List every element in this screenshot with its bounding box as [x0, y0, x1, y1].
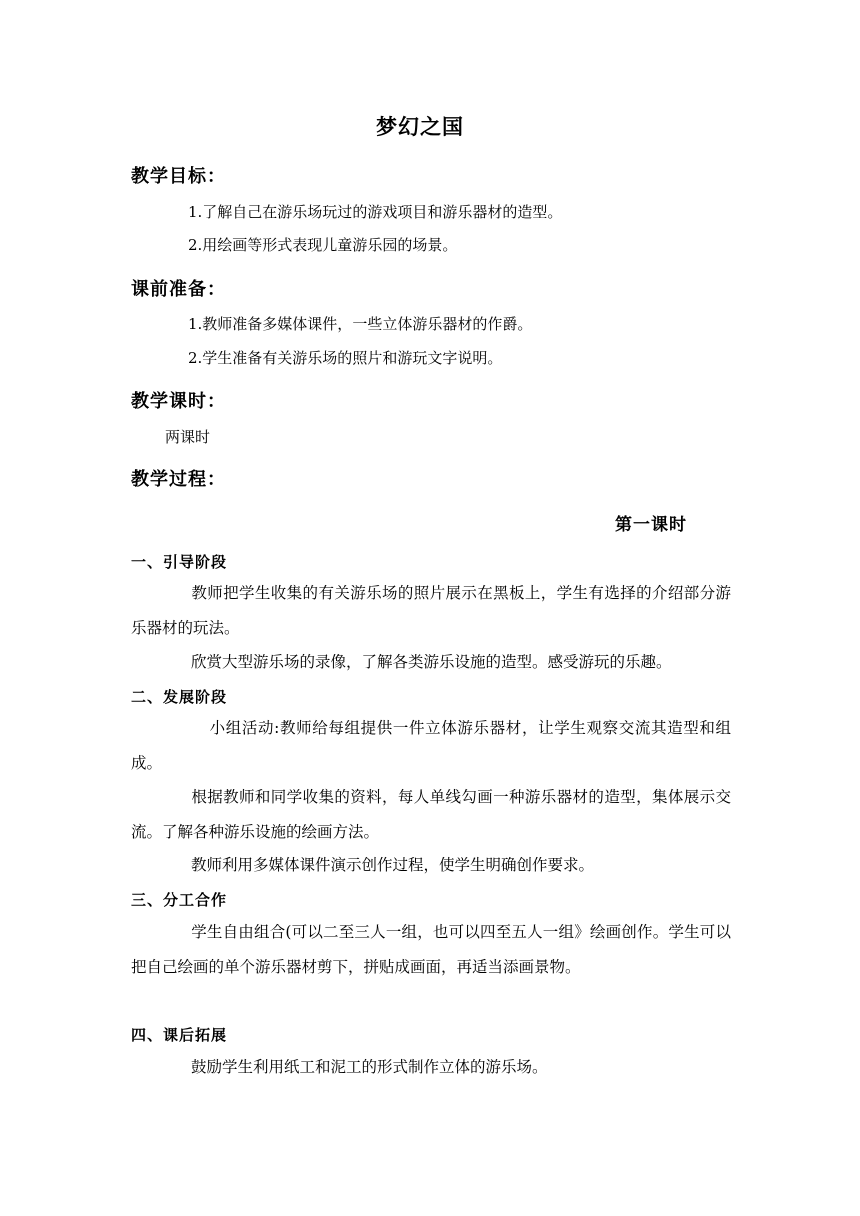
process-heading: 教学过程： — [131, 469, 226, 490]
section-heading-develop: 二、发展阶段 — [131, 688, 228, 706]
class-hours-value: 两课时 — [165, 428, 211, 446]
paragraph — [131, 915, 731, 985]
paragraph-text: 教师利用多媒体课件演示创作过程，使学生明确创作要求。 — [191, 856, 595, 874]
paragraph-text: 教师把学生收集的有关游乐场的照片展示在黑板上，学生有选择的介绍部分游乐器材的玩法。 — [131, 584, 731, 637]
objective-item-1: 1.了解自己在游乐场玩过的游戏项目和游乐器材的造型。 — [188, 203, 563, 221]
paragraph-text: 根据教师和同学收集的资料，每人单线勾画一种游乐器材的造型，集体展示交流。了解各种游乐设施的绘画方法。 — [131, 788, 731, 841]
paragraph-text: 鼓励学生利用纸工和泥工的形式制作立体的游乐场。 — [191, 1058, 548, 1076]
section-heading-extend: 四、课后拓展 — [131, 1026, 228, 1044]
paragraph — [131, 780, 731, 850]
paragraph — [131, 711, 731, 781]
document-title: 梦幻之国 — [376, 115, 464, 139]
paragraph-text: 欣赏大型游乐场的录像，了解各类游乐设施的造型。感受游玩的乐趣。 — [191, 653, 672, 671]
objectives-heading: 教学目标： — [131, 166, 226, 187]
paragraph — [131, 576, 731, 646]
section-heading-guide: 一、引导阶段 — [131, 553, 228, 571]
paragraph-text: 小组活动:教师给每组提供一件立体游乐器材，让学生观察交流其造型和组成。 — [131, 719, 731, 772]
paragraph — [131, 848, 731, 883]
period-label: 第一课时 — [615, 515, 687, 535]
objective-item-2: 2.用绘画等形式表现儿童游乐园的场景。 — [188, 236, 458, 254]
preparation-item-2: 2.学生准备有关游乐场的照片和游玩文字说明。 — [188, 349, 503, 367]
paragraph-text: 学生自由组合(可以二至三人一组，也可以四至五人一组》绘画创作。学生可以把自己绘画的单个游乐器材剪下，拼贴成画面，再适当添画景物。 — [131, 923, 731, 976]
preparation-item-1: 1.教师准备多媒体课件，一些立体游乐器材的作爵。 — [188, 315, 533, 333]
section-heading-cooperate: 三、分工合作 — [131, 891, 228, 909]
paragraph — [131, 1050, 731, 1085]
preparation-heading: 课前准备： — [131, 279, 226, 300]
paragraph — [131, 645, 731, 680]
class-hours-heading: 教学课时： — [131, 391, 226, 412]
